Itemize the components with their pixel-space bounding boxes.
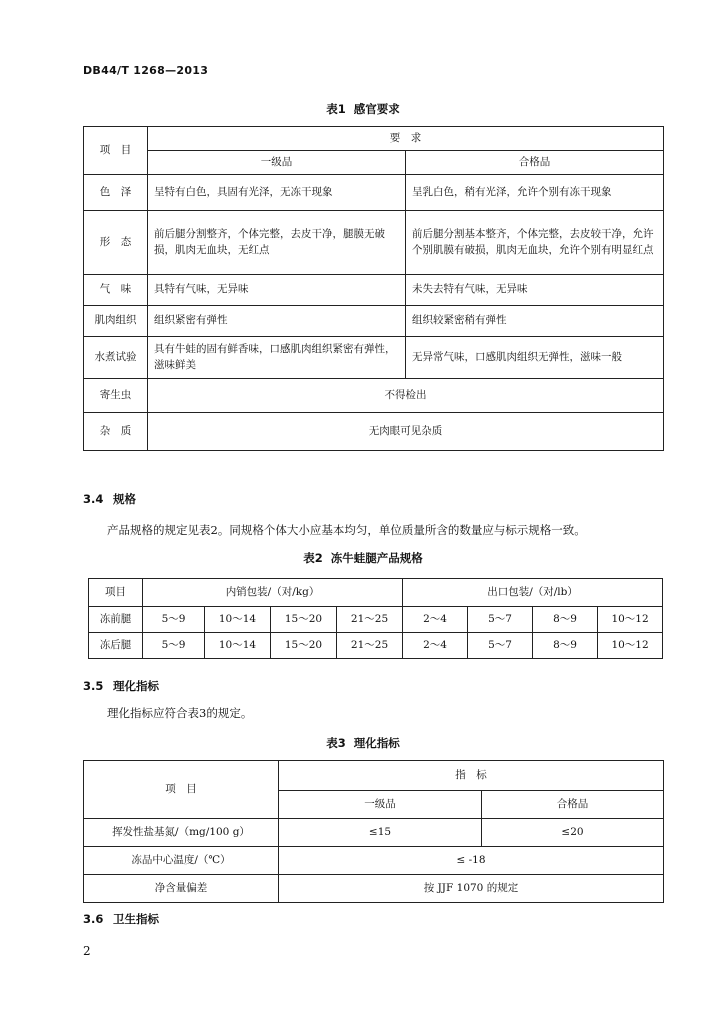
cell: 15～20 xyxy=(271,607,337,633)
table-row xyxy=(84,819,664,847)
table1-caption-title: 感官要求 xyxy=(353,102,400,116)
table2-caption xyxy=(0,550,726,566)
row-value: 按 JJF 1070 的规定 xyxy=(279,875,664,903)
row-item: 气 味 xyxy=(84,275,148,306)
table3-head-index: 指 标 xyxy=(279,761,664,791)
row-grade1: 呈特有白色，具固有光泽，无冻干现象 xyxy=(148,175,406,211)
section-3-6-heading xyxy=(83,911,159,927)
section-3-4-text: 产品规格的规定见表2。同规格个体大小应基本均匀，单位质量所含的数量应与标示规格一致。 xyxy=(107,523,586,537)
table-row xyxy=(84,211,664,275)
cell: 8～9 xyxy=(533,607,598,633)
section-number: 3.4 xyxy=(83,492,104,506)
table-row xyxy=(84,337,664,379)
cell: 10～14 xyxy=(205,607,271,633)
table3-head-grade1: 一级品 xyxy=(279,791,482,819)
section-3-5-text: 理化指标应符合表3的规定。 xyxy=(107,706,253,720)
table1-head-item: 项 目 xyxy=(84,127,148,175)
row-grade1: 具有牛蛙的固有鲜香味，口感肌肉组织紧密有弹性，滋味鲜美 xyxy=(148,337,406,379)
row-item: 形 态 xyxy=(84,211,148,275)
cell: 5～7 xyxy=(468,607,533,633)
cell: 10～12 xyxy=(598,607,663,633)
section-3-4-heading xyxy=(83,491,136,507)
section-number: 3.6 xyxy=(83,912,104,926)
cell: 15～20 xyxy=(271,633,337,659)
document-id: DB44/T 1268—2013 xyxy=(83,64,209,77)
table1-sensory-requirements xyxy=(83,126,664,451)
cell: 21～25 xyxy=(337,607,403,633)
table-row xyxy=(84,306,664,337)
row-grade2: 无异常气味，口感肌肉组织无弹性，滋味一般 xyxy=(406,337,664,379)
row-item: 冻前腿 xyxy=(89,607,143,633)
table1-caption-number: 表1 xyxy=(326,102,346,116)
table2-head-item: 项目 xyxy=(89,579,143,607)
section-title: 理化指标 xyxy=(113,679,159,693)
cell: 21～25 xyxy=(337,633,403,659)
cell: 10～14 xyxy=(205,633,271,659)
page-number: 2 xyxy=(83,944,91,958)
table-row xyxy=(84,379,664,413)
row-grade1: 前后腿分割整齐，个体完整，去皮干净，腿膜无破损，肌肉无血块，无红点 xyxy=(148,211,406,275)
row-grade2: 前后腿分割基本整齐，个体完整，去皮较干净，允许个别肌膜有破损，肌肉无血块，允许个别有明显红点 xyxy=(406,211,664,275)
table-row xyxy=(89,633,663,659)
row-grade1: 组织紧密有弹性 xyxy=(148,306,406,337)
table3-physicochemical-indices xyxy=(83,760,664,903)
section-title: 卫生指标 xyxy=(113,912,159,926)
row-item: 冻品中心温度/（℃） xyxy=(84,847,279,875)
table2-head-domestic: 内销包装/（对/kg） xyxy=(143,579,403,607)
cell: 5～9 xyxy=(143,607,205,633)
row-value: 无肉眼可见杂质 xyxy=(148,413,664,451)
table-row xyxy=(84,275,664,306)
table-row xyxy=(84,413,664,451)
table1-caption xyxy=(0,101,726,117)
row-grade1: 具特有气味，无异味 xyxy=(148,275,406,306)
row-item: 杂 质 xyxy=(84,413,148,451)
row-grade2: 呈乳白色，稍有光泽，允许个别有冻干现象 xyxy=(406,175,664,211)
table2-product-specifications xyxy=(88,578,663,659)
table3-caption xyxy=(0,735,726,751)
table-row xyxy=(84,175,664,211)
cell: 10～12 xyxy=(598,633,663,659)
section-number: 3.5 xyxy=(83,679,104,693)
cell: 8～9 xyxy=(533,633,598,659)
table-row xyxy=(84,875,664,903)
table-row xyxy=(89,607,663,633)
row-item: 挥发性盐基氮/（mg/100 g） xyxy=(84,819,279,847)
row-item: 色 泽 xyxy=(84,175,148,211)
table2-head-export: 出口包装/（对/lb） xyxy=(403,579,663,607)
section-title: 规格 xyxy=(113,492,136,506)
row-value: ≤ -18 xyxy=(279,847,664,875)
row-grade1: ≤15 xyxy=(279,819,482,847)
row-item: 冻后腿 xyxy=(89,633,143,659)
table3-head-grade2: 合格品 xyxy=(482,791,664,819)
table3-caption-title: 理化指标 xyxy=(353,736,400,750)
cell: 5～7 xyxy=(468,633,533,659)
table1-head-requirement: 要 求 xyxy=(148,127,664,151)
cell: 5～9 xyxy=(143,633,205,659)
table1-head-grade1: 一级品 xyxy=(148,151,406,175)
row-grade2: 未失去特有气味，无异味 xyxy=(406,275,664,306)
row-item: 水煮试验 xyxy=(84,337,148,379)
table3-caption-number: 表3 xyxy=(326,736,346,750)
row-value: 不得检出 xyxy=(148,379,664,413)
cell: 2～4 xyxy=(403,607,468,633)
row-item: 净含量偏差 xyxy=(84,875,279,903)
table2-caption-title: 冻牛蛙腿产品规格 xyxy=(330,551,423,565)
row-item: 寄生虫 xyxy=(84,379,148,413)
row-grade2: ≤20 xyxy=(482,819,664,847)
table-row xyxy=(84,847,664,875)
section-3-5-heading xyxy=(83,678,159,694)
row-grade2: 组织较紧密稍有弹性 xyxy=(406,306,664,337)
table2-caption-number: 表2 xyxy=(303,551,323,565)
row-item: 肌肉组织 xyxy=(84,306,148,337)
table1-head-grade2: 合格品 xyxy=(406,151,664,175)
cell: 2～4 xyxy=(403,633,468,659)
table3-head-item: 项 目 xyxy=(84,761,279,819)
